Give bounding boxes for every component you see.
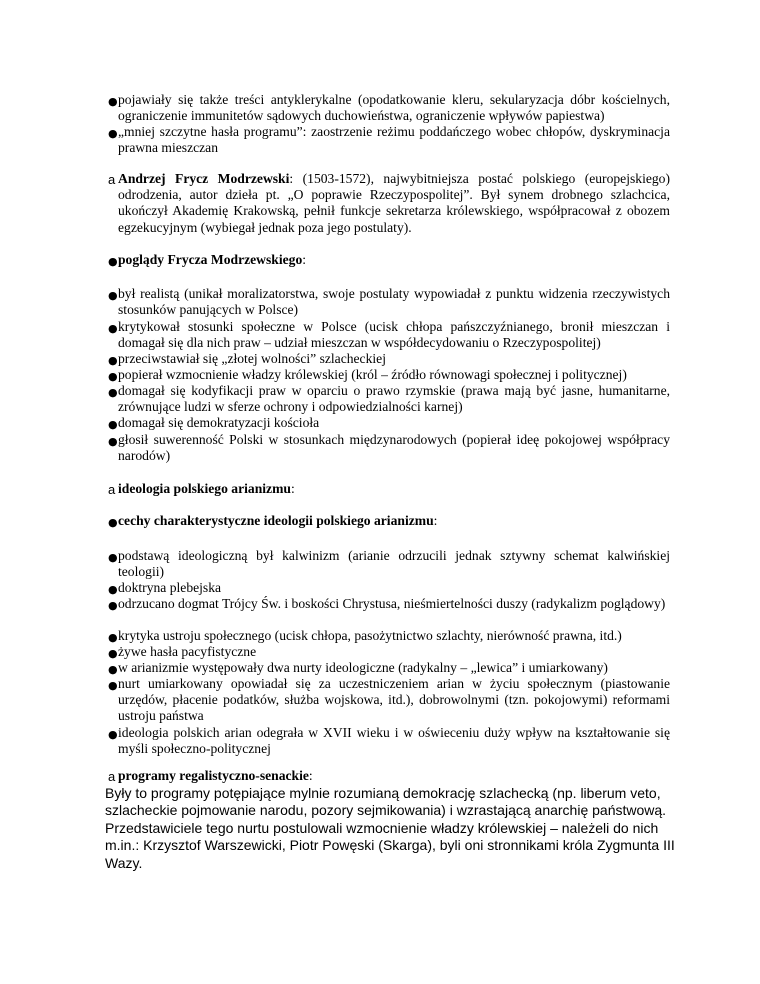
bullet-icon: ● <box>108 551 118 564</box>
regalist-paragraph: Były to programy potępiające mylnie rozumianą demokrację szlachecką (np. liberum veto, szlacheckie pojmowanie narodu, pozory sejmikowania) i wzrastającą anarchię państwową. Przedstawiciele tego nurtu postulowali wzmocnienie władzy królewskiej – należeli do nich m.in.: Krzysztof Warszewicki, Piotr Powęski (Skarga), byli oni stronnikami króla Zygmunta III Wazy. <box>105 785 675 871</box>
list-marker-a: a <box>108 482 116 497</box>
views-item: popierał wzmocnienie władzy królewskiej (król – źródło równowagi społecznej i politycznej) <box>118 367 627 382</box>
bullet-icon: ● <box>108 647 118 660</box>
views-heading-label: poglądy Frycza Modrzewskiego <box>118 252 303 267</box>
arianism-heading-label: ideologia polskiego arianizmu <box>118 481 291 496</box>
bullet-icon: ● <box>108 370 118 383</box>
views-item: głosił suwerenność Polski w stosunkach międzynarodowych (popierał ideę pokojowej współpracy narodów) <box>118 432 670 464</box>
regalist-heading-colon: : <box>308 768 313 783</box>
modrzewski-paragraph <box>118 171 670 236</box>
bullet-icon: ● <box>108 631 118 644</box>
regalist-heading-label: programy regalistyczno-senackie <box>118 768 309 783</box>
views-item: domagał się demokratyzacji kościoła <box>118 415 320 430</box>
bullet-icon: ● <box>108 127 118 140</box>
arianism-heading-colon: : <box>290 481 295 496</box>
arianism-features-heading <box>118 513 670 529</box>
bullet-icon: ● <box>108 289 118 302</box>
arianism-features-heading-colon: : <box>433 513 438 528</box>
arianism-item: ideologia polskich arian odegrała w XVII wieku i w oświeceniu duży wpływ na kształtowanie się myśli społeczno-politycznej <box>118 725 670 757</box>
bullet-icon: ● <box>108 679 118 692</box>
bullet-icon: ● <box>108 516 118 529</box>
views-heading <box>118 252 670 268</box>
views-item: krytykował stosunki społeczne w Polsce (ucisk chłopa pańszczyźnianego, bronił mieszczan i domagał się dla nich praw – udział mieszczan w współdecydowaniu o Rzeczypospolitej) <box>118 319 670 351</box>
list-marker-a: a <box>108 172 116 187</box>
bullet-icon: ● <box>108 255 118 268</box>
arianism-item: w arianizmie występowały dwa nurty ideologiczne (radykalny – „lewica” i umiarkowany) <box>118 660 608 675</box>
arianism-item: podstawą ideologiczną był kalwinizm (arianie odrzucili jednak sztywny schemat kalwińskiej teologii) <box>118 548 670 580</box>
arianism-item: odrzucano dogmat Trójcy Św. i boskości Chrystusa, nieśmiertelności duszy (radykalizm poglądowy) <box>118 596 666 611</box>
arianism-item: nurt umiarkowany opowiadał się za uczestniczeniem arian w życiu społecznym (piastowanie urzędów, płacenie podatków, służba wojskowa, itd.), dobrowolnymi (tzn. pokojowymi) reformami ustroju państwa <box>118 676 670 724</box>
bullet-icon: ● <box>108 583 118 596</box>
bullet-icon: ● <box>108 599 118 612</box>
intro-item-less-noble-slogans: „mniej szczytne hasła programu”: zaostrzenie reżimu poddańczego wobec chłopów, dyskryminacja prawna mieszczan <box>118 124 670 156</box>
views-heading-colon: : <box>302 252 307 267</box>
bullet-icon: ● <box>108 418 118 431</box>
modrzewski-name: Andrzej Frycz Modrzewski <box>118 171 290 186</box>
arianism-item: krytyka ustroju społecznego (ucisk chłopa, pasożytnictwo szlachty, nierówność prawna, itd.) <box>118 628 622 643</box>
bullet-icon: ● <box>108 386 118 399</box>
views-item: przeciwstawiał się „złotej wolności” szlacheckiej <box>118 351 386 366</box>
views-item: domagał się kodyfikacji praw w oparciu o prawo rzymskie (prawa mają być jasne, humanitarne, zrównujące ludzi w sferze ochrony i odpowiedzialności karnej) <box>118 383 670 415</box>
arianism-heading <box>118 481 670 497</box>
list-marker-a: a <box>108 769 116 784</box>
bullet-icon: ● <box>108 435 118 448</box>
modrzewski-text: : (1503-1572), najwybitniejsza postać polskiego (europejskiego) odrodzenia, autor dzieła pt. „O poprawie Rzeczypospolitej”. Był synem drobnego szlachcica, ukończył Akademię Krakowską, pełnił funkcje sekretarza królewskiego, współpracował z obozem egzekucyjnym (wybiegał jednak poza jego postulaty). <box>118 171 670 235</box>
bullet-icon: ● <box>108 95 118 108</box>
bullet-icon: ● <box>108 322 118 335</box>
arianism-features-heading-label: cechy charakterystyczne ideologii polskiego arianizmu <box>118 513 434 528</box>
regalist-heading <box>118 768 670 784</box>
views-item: był realistą (unikał moralizatorstwa, swoje postulaty wypowiadał z punktu widzenia rzeczywistych stosunków panujących w Polsce) <box>118 286 670 318</box>
bullet-icon: ● <box>108 663 118 676</box>
intro-item-anticlerical: pojawiały się także treści antyklerykalne (opodatkowanie kleru, sekularyzacja dóbr kościelnych, ograniczenie immunitetów sądowych duchowieństwa, ograniczenie wpływów papiestwa) <box>118 92 670 124</box>
arianism-item: doktryna plebejska <box>118 580 222 595</box>
bullet-icon: ● <box>108 354 118 367</box>
bullet-icon: ● <box>108 728 118 741</box>
arianism-item: żywe hasła pacyfistyczne <box>118 644 257 659</box>
